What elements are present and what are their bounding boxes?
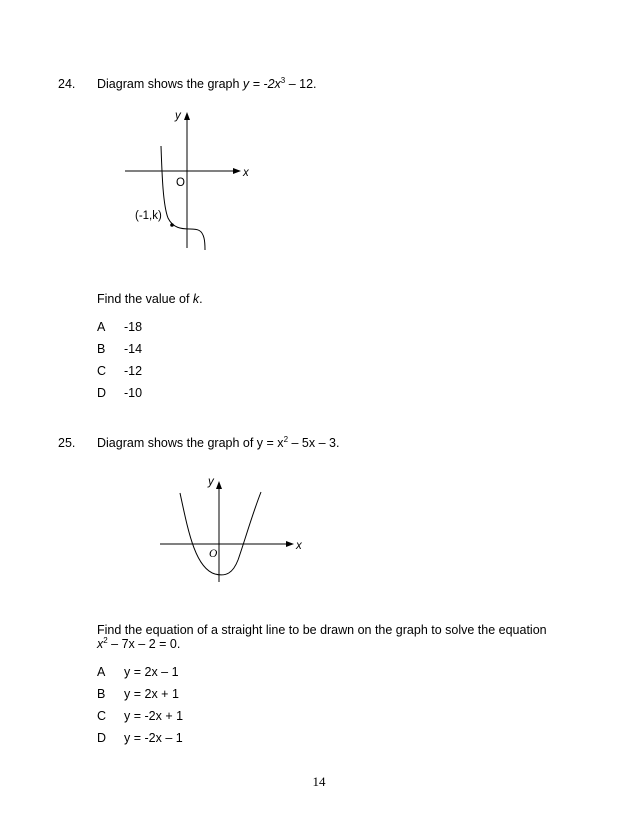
question-25-number: 25. bbox=[58, 436, 76, 450]
q24-x-label: x bbox=[243, 167, 249, 179]
q25-x-label: x bbox=[296, 540, 302, 552]
question-25-stem-prefix: Diagram shows the graph of y = x bbox=[97, 436, 284, 450]
question-24-prompt-variable: k bbox=[192, 292, 200, 306]
question-25-stem-exponent: 2 bbox=[283, 435, 289, 444]
question-24-stem-prefix: Diagram shows the graph bbox=[97, 77, 243, 91]
question-25-stem-suffix: – 5x – 3. bbox=[288, 436, 340, 450]
question-25-prompt-equation: – 7x – 2 = 0. bbox=[107, 637, 181, 651]
question-25-prompt-exponent: 2 bbox=[103, 636, 108, 645]
question-24-option-value: -14 bbox=[124, 342, 143, 356]
question-25-prompt-var: x bbox=[97, 637, 104, 651]
q24-origin-label: O bbox=[176, 177, 185, 189]
question-25-option-letter: D bbox=[97, 731, 107, 745]
question-25-option-letter: A bbox=[97, 665, 106, 679]
question-25-option-value: y = -2x – 1 bbox=[124, 731, 183, 745]
q25-origin-label: O bbox=[209, 548, 218, 560]
question-24-option-letter: A bbox=[97, 320, 106, 334]
question-24-option-letter: B bbox=[97, 342, 106, 356]
page-number: 14 bbox=[312, 774, 326, 789]
question-24-option-value: -10 bbox=[124, 386, 143, 400]
question-24-stem-equation: y = -2x bbox=[242, 77, 281, 91]
q24-point-label: (-1,k) bbox=[135, 210, 162, 222]
question-25-option-value: y = -2x + 1 bbox=[124, 709, 184, 723]
question-25-prompt-line2 bbox=[97, 637, 180, 651]
q25-y-label: y bbox=[208, 476, 214, 488]
question-25-option-value: y = 2x – 1 bbox=[124, 665, 179, 679]
question-24-stem-suffix: – 12. bbox=[285, 77, 317, 91]
question-24-prompt-prefix: Find the value of bbox=[97, 292, 193, 306]
q25-parabola-curve bbox=[180, 492, 261, 575]
q24-y-label: y bbox=[175, 110, 181, 122]
question-24-stem-exponent: 3 bbox=[280, 76, 286, 85]
question-24-option-value: -12 bbox=[124, 364, 143, 378]
question-24-option-letter: D bbox=[97, 386, 107, 400]
question-24-prompt-suffix: . bbox=[199, 292, 203, 306]
question-24-number: 24. bbox=[58, 77, 76, 91]
question-25-option-value: y = 2x + 1 bbox=[124, 687, 179, 701]
question-25-prompt-line1: Find the equation of a straight line to be drawn on the graph to solve the equation bbox=[97, 623, 547, 637]
question-25-option-letter: C bbox=[97, 709, 107, 723]
question-24-option-letter: C bbox=[97, 364, 107, 378]
q25-x-axis-arrow bbox=[286, 541, 294, 547]
q25-y-axis-arrow bbox=[216, 481, 222, 489]
question-25-option-letter: B bbox=[97, 687, 106, 701]
question-24-option-value: -18 bbox=[124, 320, 143, 334]
